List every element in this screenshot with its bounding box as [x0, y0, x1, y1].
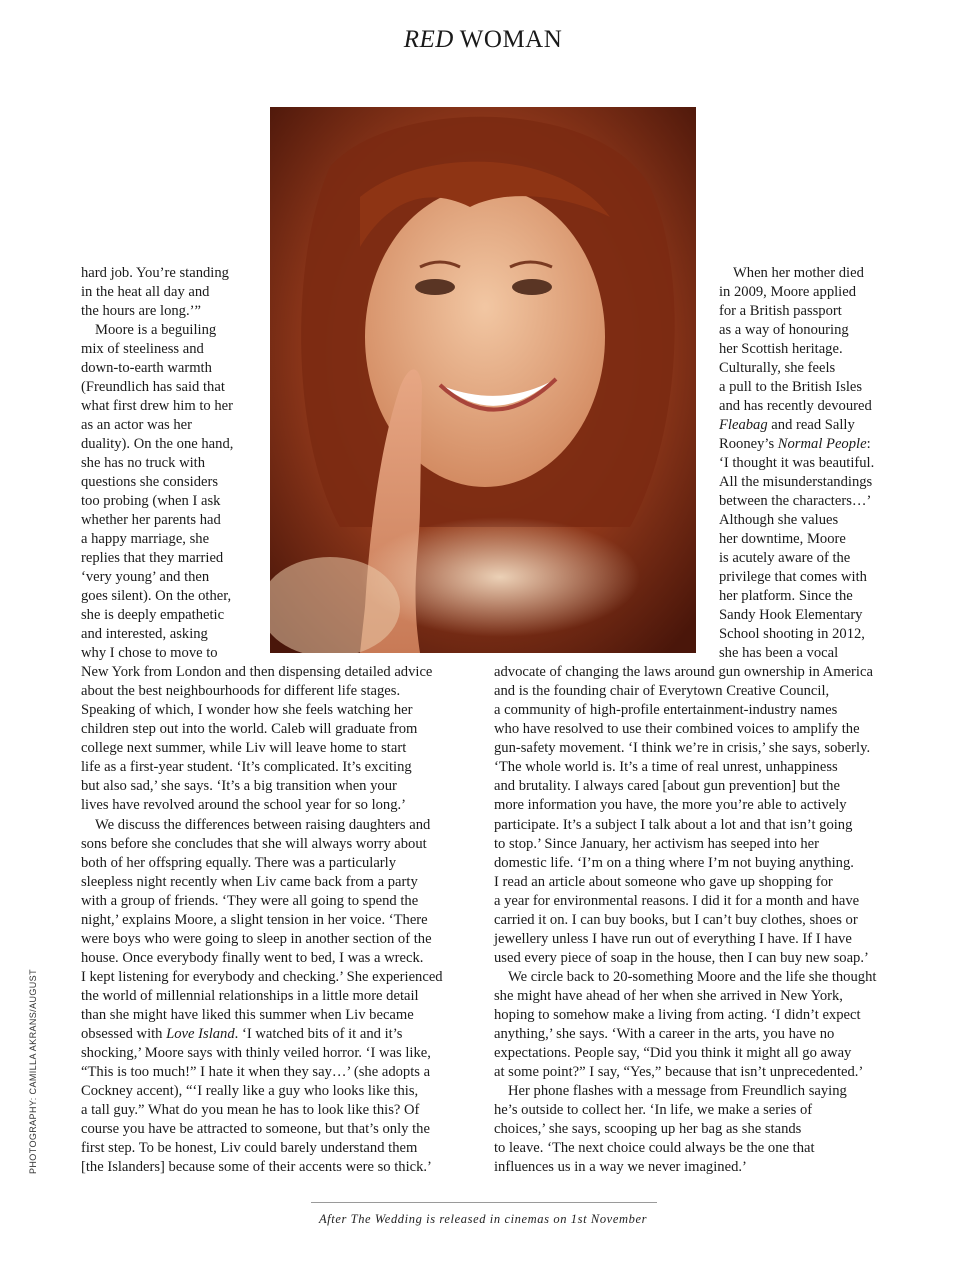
right-line-34: a year for environmental reasons. I did it for a month and have — [494, 893, 860, 909]
right-line-37: used every piece of soap in the house, then I can buy new soap.’ — [494, 950, 869, 966]
right-line-29: more information you have, the more you’re able to actively — [494, 797, 847, 813]
right-line-44: Her phone flashes with a message from Freundlich saying — [508, 1083, 847, 1099]
left-line-33: sleepless night recently when Liv came back from a party — [81, 874, 418, 890]
left-line-18: goes silent). On the other, — [81, 588, 232, 604]
right-line-5: her Scottish heritage. — [719, 341, 843, 357]
left-line-47: first step. To be honest, Liv could barely understand them — [81, 1140, 418, 1156]
left-line-28: but also sad,’ she says. ‘It’s a big transition when your — [81, 778, 397, 794]
right-line-31: to stop.’ Since January, her activism has seeped into her — [494, 836, 820, 852]
left-line-16: replies that they married — [81, 550, 224, 566]
left-line-5: mix of steeliness and — [81, 341, 204, 357]
left-line-41 — [81, 1025, 402, 1044]
left-line-12: questions she considers — [81, 474, 219, 490]
left-line-34: with a group of friends. ‘They were all going to spend the — [81, 893, 419, 909]
right-line-33: I read an article about someone who gave up shopping for — [494, 874, 833, 890]
left-line-43: “This is too much!” I hate it when they say…’ (she adopts a — [81, 1064, 431, 1080]
normal-people-title: Normal People — [777, 436, 867, 452]
left-line-24: Speaking of which, I wonder how she feels watching her — [81, 702, 413, 718]
right-line-10b: : — [866, 436, 871, 452]
right-line-35: carried it on. I can buy books, but I can’t buy clothes, shoes or — [494, 912, 858, 928]
left-line-21: why I chose to move to — [81, 645, 218, 661]
left-line-11: she has no truck with — [81, 455, 206, 471]
right-line-1: When her mother died — [733, 265, 864, 281]
right-line-25: who have resolved to use their combined voices to amplify the — [494, 721, 860, 737]
left-line-37: house. Once everybody finally went to bed, I was a wreck. — [81, 950, 424, 966]
right-line-7: a pull to the British Isles — [719, 379, 863, 395]
right-line-13: between the characters…’ — [719, 493, 872, 509]
left-line-6: down-to-earth warmth — [81, 360, 212, 376]
right-line-18: her platform. Since the — [719, 588, 853, 604]
left-line-45: a tall guy.” What do you mean he has to look like this? Of — [81, 1102, 420, 1118]
left-line-48: [the Islanders] because some of their accents were so thick.’ — [81, 1159, 432, 1175]
left-line-42: shocking,’ Moore says with thinly veiled horror. ‘I was like, — [81, 1045, 431, 1061]
left-line-9: as an actor was her — [81, 417, 193, 433]
left-line-10: duality). On the one hand, — [81, 436, 234, 452]
left-line-7: (Freundlich has said that — [81, 379, 225, 395]
left-line-26: college next summer, while Liv will leave home to start — [81, 740, 407, 756]
left-line-38: I kept listening for everybody and checking.’ She experienced — [81, 969, 443, 985]
right-line-39: she might have ahead of her when she arrived in New York, — [494, 988, 843, 1004]
right-line-38: We circle back to 20-something Moore and the life she thought — [508, 969, 877, 985]
right-line-41: anything,’ she says. ‘With a career in the arts, you have no — [494, 1026, 835, 1042]
right-line-8: and has recently devoured — [719, 398, 872, 414]
left-line-25: children step out into the world. Caleb will graduate from — [81, 721, 418, 737]
left-line-31: sons before she concludes that she will always worry about — [81, 836, 427, 852]
right-line-21: she has been a vocal — [719, 645, 839, 661]
left-line-19: she is deeply empathetic — [81, 607, 225, 623]
left-line-1: hard job. You’re standing — [81, 265, 229, 281]
right-line-24: a community of high-profile entertainment-industry names — [494, 702, 838, 718]
left-line-23: about the best neighbourhoods for different life stages. — [81, 683, 401, 699]
left-line-36: were boys who were going to sleep in another section of the — [81, 931, 432, 947]
left-line-15: a happy marriage, she — [81, 531, 210, 547]
right-line-48: influences us in a way we never imagined.’ — [494, 1159, 747, 1175]
right-line-42: expectations. People say, “Did you think it might all go away — [494, 1045, 852, 1061]
left-line-22: New York from London and then dispensing detailed advice — [81, 664, 433, 680]
right-line-6: Culturally, she feels — [719, 360, 836, 376]
right-line-9 — [719, 416, 855, 435]
left-line-39: the world of millennial relationships in a little more detail — [81, 988, 419, 1004]
right-line-15: her downtime, Moore — [719, 531, 846, 547]
right-line-32: domestic life. ‘I’m on a thing where I’m not buying anything. — [494, 855, 854, 871]
left-line-44: Cockney accent), “‘I really like a guy who looks like this, — [81, 1083, 419, 1099]
left-line-13: too probing (when I ask — [81, 493, 221, 509]
left-line-17: ‘very young’ and then — [81, 569, 210, 585]
right-line-43: at some point?” I say, “Yes,” because that isn’t unprecedented.’ — [494, 1064, 864, 1080]
right-line-36: jewellery unless I have run out of everything I have. If I have — [494, 931, 852, 947]
left-line-30: We discuss the differences between raising daughters and — [95, 817, 431, 833]
right-line-17: privilege that comes with — [719, 569, 867, 585]
left-line-8: what first drew him to her — [81, 398, 233, 414]
masthead-woman: WOMAN — [459, 26, 563, 53]
fleabag-title: Fleabag — [719, 417, 768, 433]
photo-credit: PHOTOGRAPHY: CAMILLA AKRANS/AUGUST — [28, 969, 38, 1174]
right-line-19: Sandy Hook Elementary — [719, 607, 863, 623]
left-line-14: whether her parents had — [81, 512, 221, 528]
masthead-red: RED — [403, 26, 454, 53]
left-line-4: Moore is a beguiling — [95, 322, 217, 338]
right-line-14: Although she values — [719, 512, 839, 528]
right-line-12: All the misunderstandings — [719, 474, 873, 490]
right-line-46: choices,’ she says, scooping up her bag as she stands — [494, 1121, 802, 1137]
right-line-2: in 2009, Moore applied — [719, 284, 856, 300]
right-line-11: ‘I thought it was beautiful. — [719, 455, 875, 471]
right-line-4: as a way of honouring — [719, 322, 849, 338]
left-line-40: than she might have liked this summer when Liv became — [81, 1007, 414, 1023]
footer-divider — [311, 1202, 657, 1203]
left-line-41b: . ‘I watched bits of it and it’s — [234, 1026, 403, 1042]
right-line-16: is acutely aware of the — [719, 550, 851, 566]
masthead — [0, 26, 966, 54]
left-line-27: life as a first-year student. ‘It’s complicated. It’s exciting — [81, 759, 412, 775]
footer-note: After The Wedding is released in cinemas on 1st November — [318, 1212, 648, 1226]
left-line-29: lives have revolved around the school year for so long.’ — [81, 797, 407, 813]
right-line-45: he’s outside to collect her. ‘In life, we make a series of — [494, 1102, 813, 1118]
right-line-30: participate. It’s a subject I talk about a lot and that isn’t going — [494, 817, 853, 833]
left-line-3: the hours are long.’” — [81, 303, 201, 319]
right-line-23: and is the founding chair of Everytown Creative Council, — [494, 683, 830, 699]
love-island-title: Love Island — [166, 1026, 235, 1042]
left-line-32: both of her offspring equally. There was a particularly — [81, 855, 397, 871]
right-line-10a: Rooney’s — [719, 436, 778, 452]
right-line-47: to leave. ‘The next choice could always be the one that — [494, 1140, 815, 1156]
right-line-20: School shooting in 2012, — [719, 626, 865, 642]
right-line-27: ‘The whole world is. It’s a time of real unrest, unhappiness — [494, 759, 838, 775]
right-line-3: for a British passport — [719, 303, 842, 319]
left-line-2: in the heat all day and — [81, 284, 210, 300]
right-line-9b: and read Sally — [767, 417, 855, 433]
left-line-20: and interested, asking — [81, 626, 208, 642]
right-line-22: advocate of changing the laws around gun ownership in America — [494, 664, 873, 680]
left-line-35: night,’ explains Moore, a slight tension in her voice. ‘There — [81, 912, 428, 928]
portrait-photo — [270, 107, 696, 653]
right-line-26: gun-safety movement. ‘I think we’re in crisis,’ she says, soberly. — [494, 740, 871, 756]
right-line-40: hoping to somehow make a living from acting. ‘I didn’t expect — [494, 1007, 861, 1023]
right-line-10 — [719, 435, 871, 454]
right-line-28: and brutality. I always cared [about gun prevention] but the — [494, 778, 840, 794]
left-line-46: course you have be attracted to someone, but that’s only the — [81, 1121, 430, 1137]
left-line-41a: obsessed with — [81, 1026, 167, 1042]
